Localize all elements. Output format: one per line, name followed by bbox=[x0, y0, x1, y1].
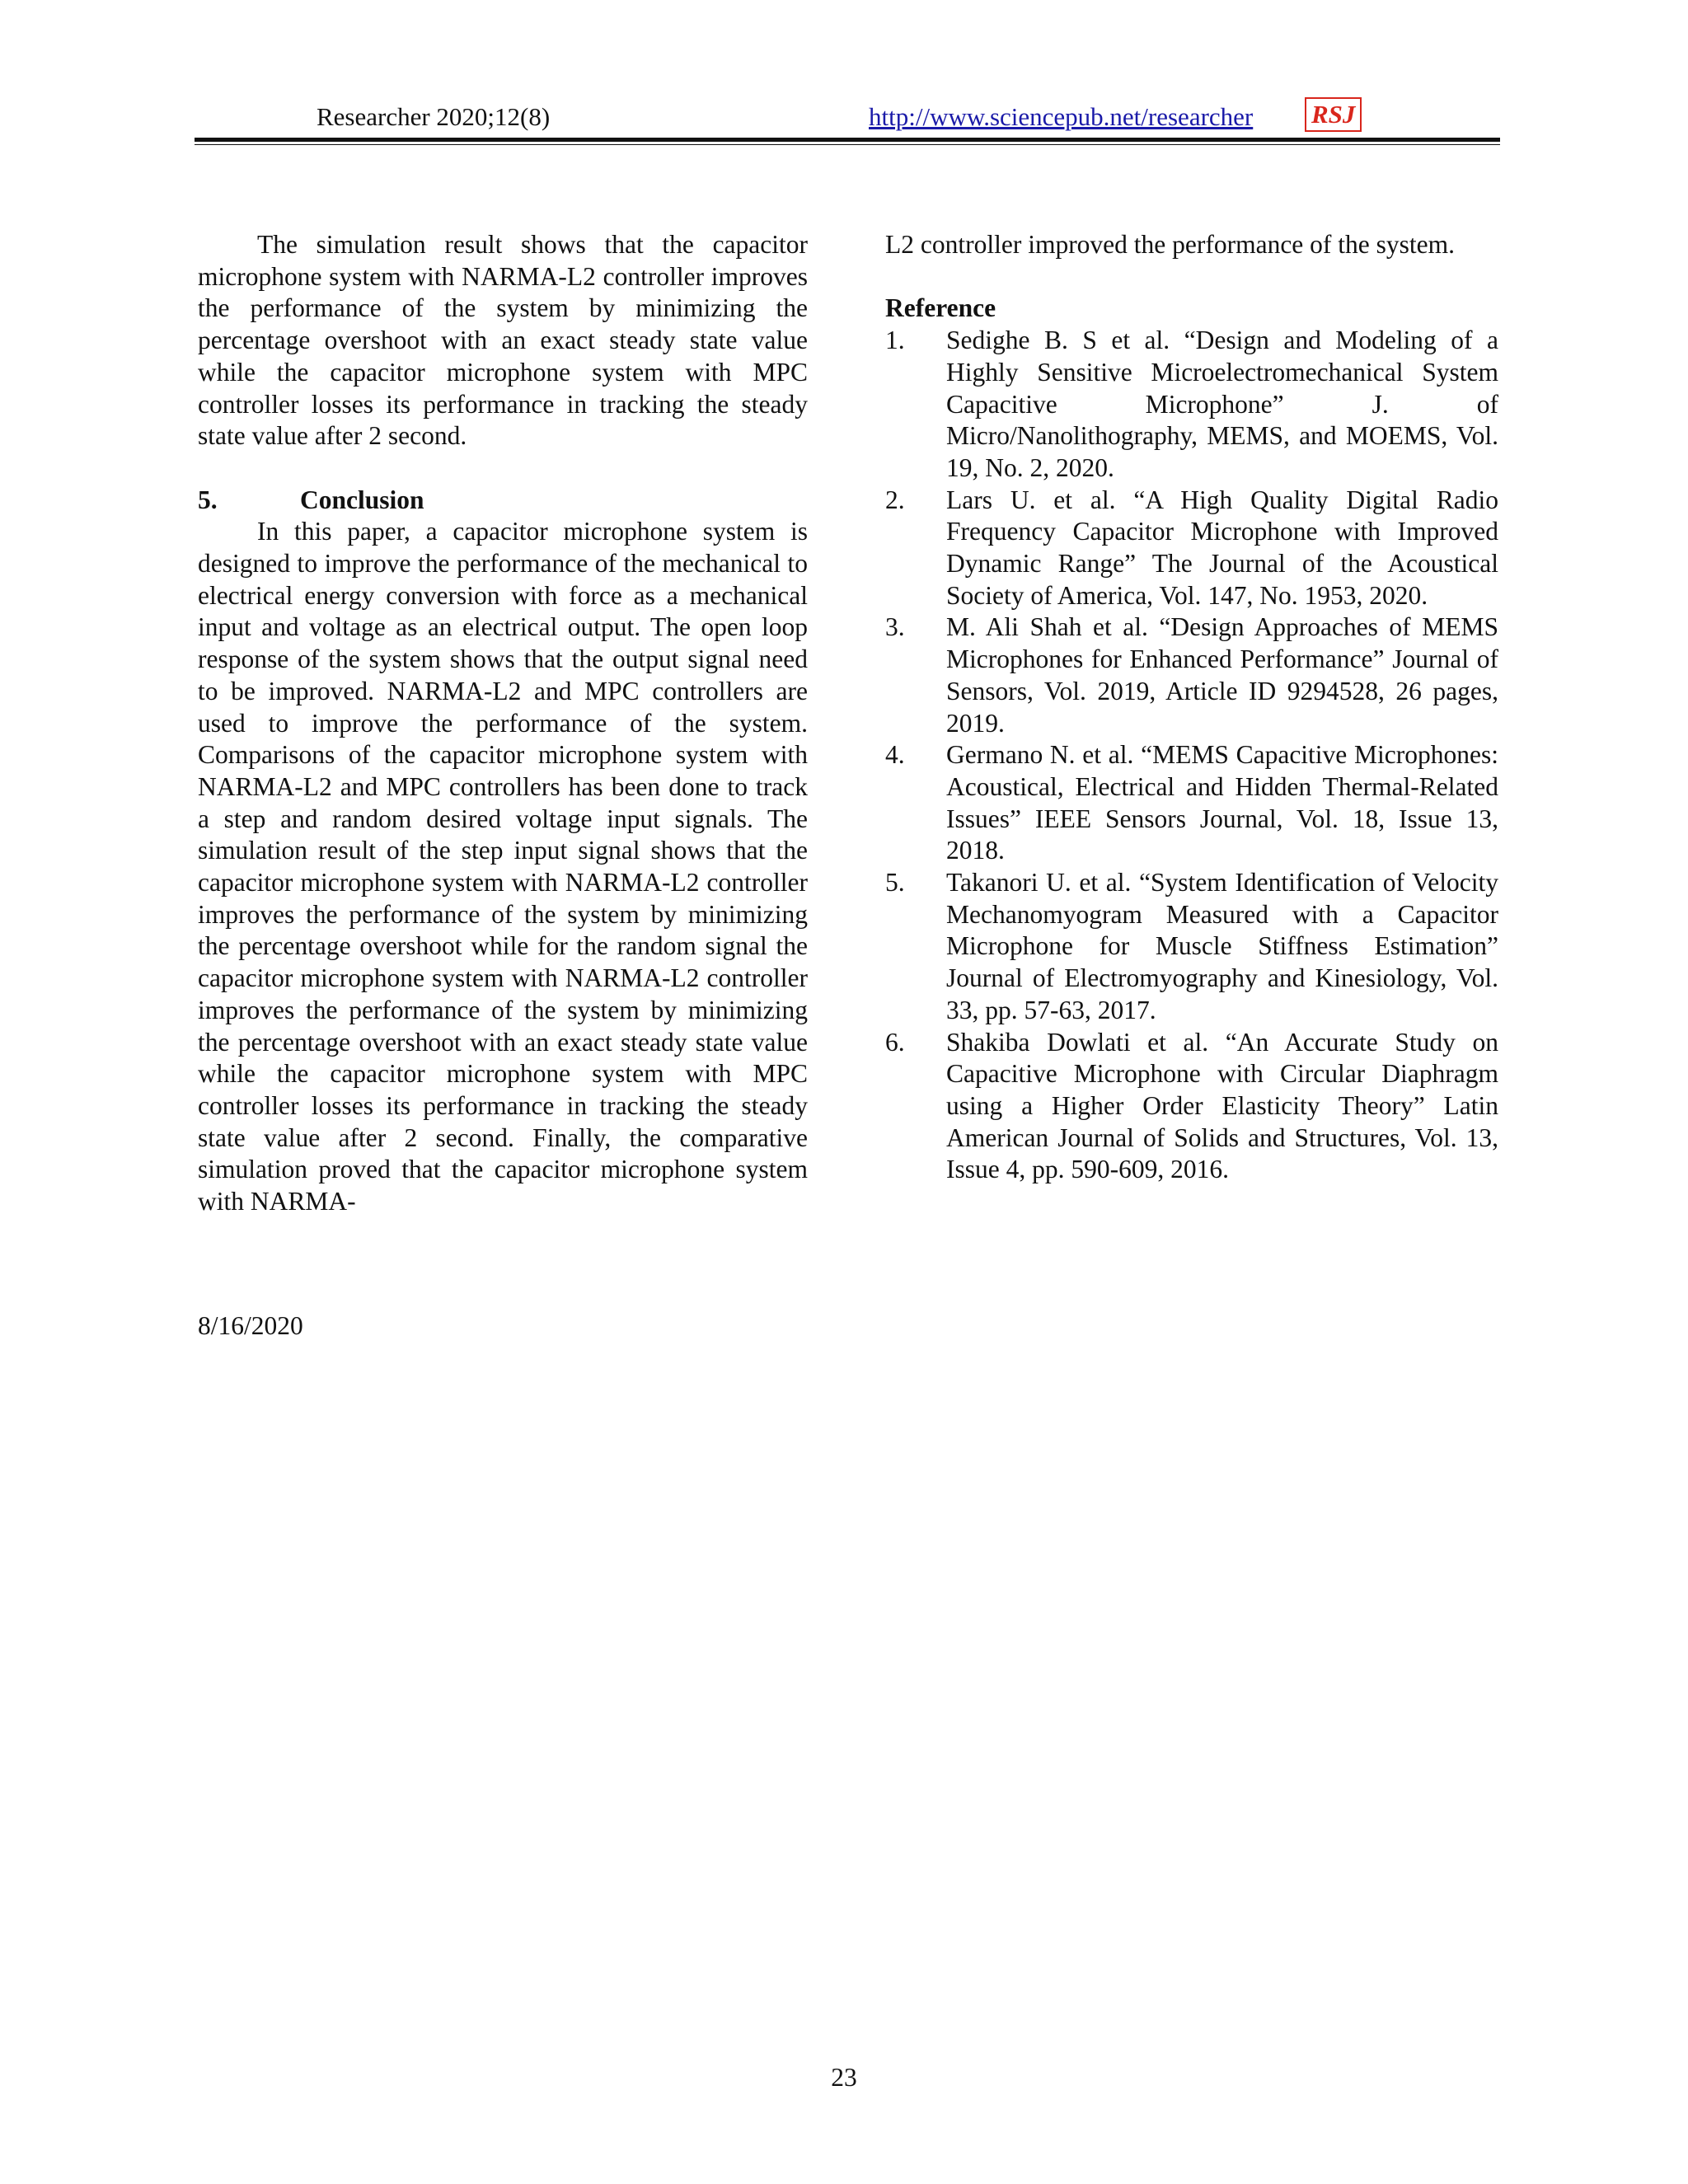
reference-item bbox=[885, 485, 1498, 612]
reference-text: Takanori U. et al. “System Identification of Velocity Mechanomyogram Measured with a Capacitor Microphone for Muscle Stiffness Estimation” Journal of Electromyography and Kinesiology, Vol. 33, pp. 57-63, 2017. bbox=[946, 868, 1498, 1024]
paragraph-gap bbox=[885, 261, 1498, 293]
header-rule-thin bbox=[195, 144, 1500, 145]
journal-citation: Researcher 2020;12(8) bbox=[316, 102, 551, 131]
reference-item bbox=[885, 325, 1498, 485]
submission-date: 8/16/2020 bbox=[198, 1311, 303, 1340]
reference-number: 1. bbox=[885, 326, 905, 355]
reference-number: 6. bbox=[885, 1027, 905, 1057]
reference-number: 4. bbox=[885, 740, 905, 770]
page-number: 23 bbox=[831, 2063, 857, 2092]
journal-url-link[interactable]: http://www.sciencepub.net/researcher bbox=[869, 102, 1254, 131]
section-title: Conclusion bbox=[300, 485, 424, 514]
references-heading: Reference bbox=[885, 293, 996, 323]
paragraph-gap bbox=[198, 452, 808, 485]
rsj-badge: RSJ bbox=[1305, 97, 1362, 132]
reference-text: Lars U. et al. “A High Quality Digital Radio Frequency Capacitor Microphone with Improved Dynamic Range” The Journal of the Acoustical Society of America, Vol. 147, No. 1953, 2020. bbox=[946, 485, 1498, 610]
reference-text: Shakiba Dowlati et al. “An Accurate Study on Capacitive Microphone with Circular Diaphragm using a Higher Order Elasticity Theory” Latin American Journal of Solids and Structures, Vol. 13, Issue 4, pp. 590-609, 2016. bbox=[946, 1027, 1498, 1184]
reference-text: Germano N. et al. “MEMS Capacitive Microphones: Acoustical, Electrical and Hidden Thermal-Related Issues” IEEE Sensors Journal, Vol. 18, Issue 13, 2018. bbox=[946, 740, 1498, 865]
reference-number: 2. bbox=[885, 485, 905, 514]
reference-item bbox=[885, 739, 1498, 867]
reference-item bbox=[885, 612, 1498, 739]
section-heading bbox=[198, 485, 808, 517]
right-column bbox=[885, 229, 1498, 1186]
section-number: 5. bbox=[198, 485, 218, 514]
header-rule-thick bbox=[195, 138, 1500, 142]
reference-list bbox=[885, 325, 1498, 1186]
conclusion-paragraph: In this paper, a capacitor microphone system is designed to improve the performance of the mechanical to electrical energy conversion with force as a mechanical input and voltage as an electrical output. The open loop response of the system shows that the output signal need to be improved. NARMA-L2 and MPC controllers are used to improve the performance of the system. Comparisons of the capacitor microphone system with NARMA-L2 and MPC controllers has been done to track a step and random desired voltage input signals. The simulation result of the step input signal shows that the capacitor microphone system with NARMA-L2 controller improves the performance of the system by minimizing the percentage overshoot while for the random signal the capacitor microphone system with NARMA-L2 controller improves the performance of the system by minimizing the percentage overshoot with an exact steady state value while the capacitor microphone system with MPC controller losses its performance in tracking the steady state value after 2 second. Finally, the comparative simulation proved that the capacitor microphone system with NARMA- bbox=[198, 517, 808, 1216]
reference-item bbox=[885, 1027, 1498, 1187]
left-column bbox=[198, 229, 808, 1218]
intro-paragraph: The simulation result shows that the capacitor microphone system with NARMA-L2 controller improves the performance of the system by minimizing the percentage overshoot with an exact steady state value while the capacitor microphone system with MPC controller losses its performance in tracking the steady state value after 2 second. bbox=[198, 230, 808, 451]
reference-item bbox=[885, 867, 1498, 1027]
reference-number: 3. bbox=[885, 612, 905, 642]
continuation-paragraph: L2 controller improved the performance of the system. bbox=[885, 230, 1456, 259]
reference-text: Sedighe B. S et al. “Design and Modeling of a Highly Sensitive Microelectromechanical System Capacitive Microphone” J. of Micro/Nanolithography, MEMS, and MOEMS, Vol. 19, No. 2, 2020. bbox=[946, 326, 1498, 482]
reference-text: M. Ali Shah et al. “Design Approaches of MEMS Microphones for Enhanced Performance” Journal of Sensors, Vol. 2019, Article ID 9294528, 26 pages, 2019. bbox=[946, 612, 1498, 738]
reference-number: 5. bbox=[885, 868, 905, 898]
